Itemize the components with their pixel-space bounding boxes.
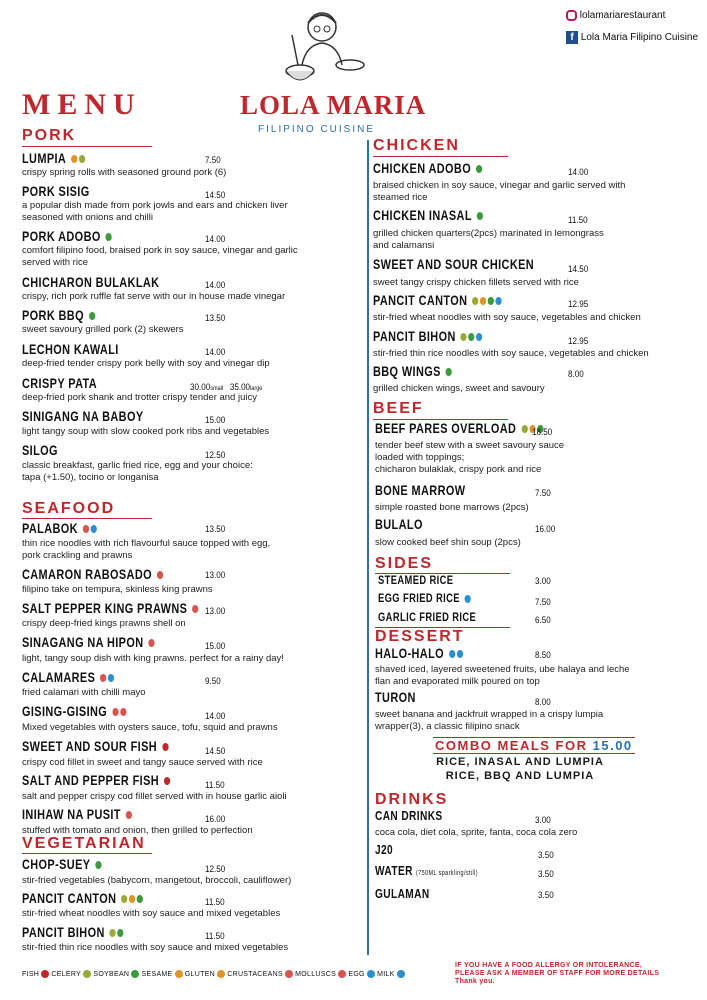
menu-item-price: 11.50 (205, 897, 225, 908)
menu-item-desc: wrapper(3), a classic filipino snack (375, 721, 520, 732)
menu-item-name: PORK SISIG (22, 183, 90, 199)
gluten-icon (480, 297, 486, 305)
menu-item-name: BONE MARROW (375, 482, 466, 498)
section-dessert-title: DESSERT (375, 628, 465, 645)
menu-item-name: GARLIC FRIED RICE (378, 610, 477, 624)
menu-item-price: 8.00 (568, 369, 584, 380)
menu-item-price: 3.00 (535, 576, 551, 587)
menu-item-name: J20 (375, 842, 394, 857)
menu-item-desc: stir-fried vegetables (babycorn, mangetout, broccoli, cauliflower) (22, 875, 292, 886)
menu-item-name: WATER (750ML sparkling/still) (375, 863, 478, 878)
menu-item-name: PANCIT CANTON (373, 292, 502, 308)
allergy-notice: IF YOU HAVE A FOOD ALLERGY OR INTOLERANCE, PLEASE ASK A MEMBER OF STAFF FOR MORE DETAILS Thank you. (455, 962, 660, 985)
menu-item-price: 9.50 (205, 676, 221, 687)
menu-item-desc: chicharon bulaklak, crispy pork and rice (375, 464, 542, 475)
menu-item-price: 14.00 (205, 711, 226, 722)
menu-item-desc: light tangy soup with slow cooked pork ribs and vegetables (22, 426, 270, 437)
section-vegetarian-title: VEGETARIAN (22, 835, 146, 852)
brand-name: LOLA MARIA (240, 90, 427, 120)
menu-item-desc: stir-fried thin rice noodles with soy sauce, vegetables and chicken (373, 348, 649, 359)
menu-item-desc: a popular dish made from pork jowls and ears and chicken liver (22, 200, 288, 211)
menu-item-name: PALABOK (22, 520, 97, 536)
menu-item-desc: crispy, rich pork ruffle fat serve with our in house made vinegar (22, 291, 286, 302)
menu-item-name: CHICKEN ADOBO (373, 160, 482, 176)
soybean-icon (131, 970, 139, 978)
menu-item-price: 13.50 (205, 524, 226, 535)
menu-item-price: 7.50 (205, 155, 221, 166)
menu-item-desc: and calamansi (373, 240, 435, 251)
menu-item-price: 14.00 (568, 167, 589, 178)
sesame-icon (469, 333, 475, 341)
menu-item-desc: crispy cod fillet in sweet and tangy sauce served with rice (22, 757, 263, 768)
celery-icon (83, 970, 91, 978)
menu-item-name: BBQ WINGS (373, 363, 452, 379)
menu-item-name: CHICHARON BULAKLAK (22, 274, 160, 290)
menu-item-name: BEEF PARES OVERLOAD (375, 420, 543, 436)
fish-icon (41, 970, 49, 978)
soybean-icon (521, 425, 527, 433)
menu-item-desc: stir-fried wheat noodles with soy sauce, vegetables and chicken (373, 312, 641, 323)
menu-item-desc: seasoned with onions and chilli (22, 212, 153, 223)
grandmother-cook-illustration (272, 5, 368, 91)
menu-item-name: PANCIT CANTON (22, 890, 143, 906)
section-divider (373, 156, 508, 157)
section-drinks-title: DRINKS (375, 791, 449, 808)
soybean-icon (121, 895, 127, 903)
menu-item-desc: light, tangy soup dish with king prawns. perfect for a rainy day! (22, 653, 284, 664)
menu-item-desc: thin rice noodles with rich flavourful sauce topped with egg, (22, 538, 271, 549)
egg-icon (464, 595, 470, 603)
menu-item-price: 8.00 (535, 697, 551, 708)
sesame-icon (488, 297, 494, 305)
menu-item-desc: pork crackling and prawns (22, 550, 133, 561)
menu-item-name: INIHAW NA PUSIT (22, 806, 132, 822)
egg-icon (367, 970, 375, 978)
sesame-icon (95, 861, 101, 869)
menu-item-name: SINIGANG NA BABOY (22, 408, 144, 424)
menu-item-name: STEAMED RICE (378, 573, 454, 587)
menu-item-name: CRISPY PATA (22, 375, 98, 391)
molluscs-icon (120, 708, 126, 716)
soybean-icon (79, 155, 85, 163)
menu-item-name: CALAMARES (22, 669, 114, 685)
menu-item-name: SALT AND PEPPER FISH (22, 772, 170, 788)
sesame-icon (476, 165, 482, 173)
menu-item-price: 11.50 (205, 931, 225, 942)
crustaceans-icon (112, 708, 118, 716)
gluten-icon (129, 895, 135, 903)
instagram-handle[interactable]: lolamariarestaurant (566, 10, 665, 21)
menu-item-name: TURON (375, 689, 416, 705)
section-sides-title: SIDES (375, 555, 434, 572)
menu-item-price: 13.50 (205, 313, 226, 324)
menu-item-desc: simple roasted bone marrows (2pcs) (375, 502, 529, 513)
menu-item-price: 7.50 (535, 488, 551, 499)
gluten-icon (217, 970, 225, 978)
menu-item-desc: sweet tangy crispy chicken fillets served with rice (373, 277, 579, 288)
sesame-icon (89, 312, 95, 320)
menu-item-price: 18.50 (532, 427, 553, 438)
menu-item-price: 11.50 (568, 215, 588, 226)
instagram-icon (566, 10, 577, 21)
gluten-icon (71, 155, 77, 163)
egg-icon (449, 650, 455, 658)
menu-item-name: CHICKEN INASAL (373, 207, 483, 223)
menu-item-price: 8.50 (535, 650, 551, 661)
menu-item-price: 13.00 (205, 606, 226, 617)
menu-item-price: 14.00 (205, 347, 226, 358)
sesame-icon (106, 233, 112, 241)
crustaceans-icon (83, 525, 89, 533)
menu-item-price: 14.00 (205, 280, 226, 291)
fish-icon (164, 777, 170, 785)
molluscs-icon (100, 674, 106, 682)
facebook-page[interactable]: f Lola Maria Filipino Cuisine (566, 31, 698, 44)
egg-icon (476, 333, 482, 341)
combo-title: COMBO MEALS FOR 15.00 (435, 738, 633, 753)
menu-item-desc: stuffed with tomato and onion, then grilled to perfection (22, 825, 253, 836)
milk-icon (397, 970, 405, 978)
menu-item-price: 14.00 (205, 234, 226, 245)
menu-item-price: 12.95 (568, 299, 589, 310)
egg-icon (496, 297, 502, 305)
menu-item-price: 3.50 (538, 869, 554, 880)
menu-item-name: SWEET AND SOUR CHICKEN (373, 256, 535, 272)
menu-item-name: PORK BBQ (22, 307, 95, 323)
menu-item-name: HALO-HALO (375, 645, 463, 661)
menu-item-price: 12.50 (205, 864, 226, 875)
menu-item-desc: salt and pepper crispy cod fillet served with in house garlic aioli (22, 791, 287, 802)
menu-item-desc: tender beef stew with a sweet savoury sauce (375, 440, 565, 451)
soybean-icon (110, 929, 116, 937)
menu-item-price: 12.95 (568, 336, 589, 347)
menu-item-desc: tapa (+1.50), tocino or longanisa (22, 472, 159, 483)
egg-icon (91, 525, 97, 533)
menu-item-price: 3.50 (538, 850, 554, 861)
crustaceans-icon (285, 970, 293, 978)
column-divider (367, 140, 369, 955)
menu-item-name: PANCIT BIHON (373, 328, 483, 344)
allergen-legend: FISH CELERY SOYBEAN SESAME GLUTEN CRUSTACEANS MOLLUSCS EGG MILK (22, 970, 405, 978)
menu-item-desc: flan and evaporated milk poured on top (375, 676, 540, 687)
menu-item-name: PANCIT BIHON (22, 924, 124, 940)
milk-icon (457, 650, 463, 658)
menu-item-price: 16.00 (535, 524, 556, 535)
fish-icon (162, 743, 168, 751)
section-chicken-title: CHICKEN (373, 137, 460, 154)
molluscs-icon (126, 811, 132, 819)
sesame-icon (477, 212, 483, 220)
menu-item-name: BULALO (375, 516, 423, 532)
crustaceans-icon (148, 639, 154, 647)
menu-item-price: 14.50 (205, 190, 226, 201)
menu-item-name: SALT PEPPER KING PRAWNS (22, 600, 199, 616)
molluscs-icon (338, 970, 346, 978)
section-pork-title: PORK (22, 127, 77, 144)
menu-item-desc: crispy spring rolls with seasoned ground pork (6) (22, 167, 227, 178)
menu-item-name: GISING-GISING (22, 703, 126, 719)
menu-item-price: 11.50 (205, 780, 225, 791)
menu-item-name: SILOG (22, 442, 58, 458)
menu-item-name: CHOP-SUEY (22, 856, 101, 872)
menu-item-name: PORK ADOBO (22, 228, 112, 244)
soybean-icon (461, 333, 467, 341)
section-divider (22, 853, 152, 854)
menu-item-desc: sweet savoury grilled pork (2) skewers (22, 324, 184, 335)
menu-item-desc: comfort filipino food, braised pork in soy sauce, vinegar and garlic (22, 245, 298, 256)
menu-item-price: 7.50 (535, 597, 551, 608)
section-seafood-title: SEAFOOD (22, 500, 116, 517)
menu-item-name: CAN DRINKS (375, 808, 443, 823)
section-divider (22, 146, 152, 147)
menu-title: MENU (22, 88, 142, 121)
section-divider (22, 518, 152, 519)
menu-item-desc: stir-fried wheat noodles with soy sauce and mixed vegetables (22, 908, 281, 919)
menu-item-name: LUMPIA (22, 150, 85, 166)
menu-item-desc: sweet banana and jackfruit wrapped in a crispy lumpia (375, 709, 604, 720)
section-beef-title: BEEF (373, 400, 424, 417)
menu-item-desc: served with rice (22, 257, 88, 268)
menu-item-desc: classic breakfast, garlic fried rice, egg and your choice: (22, 460, 253, 471)
menu-item-name: GULAMAN (375, 886, 430, 901)
soybean-icon (472, 297, 478, 305)
sesame-icon (446, 368, 452, 376)
menu-item-price: 3.00 (535, 815, 551, 826)
menu-item-desc: Mixed vegetables with oysters sauce, tofu, squid and prawns (22, 722, 278, 733)
menu-item-desc: steamed rice (373, 192, 428, 203)
menu-item-name: SINAGANG NA HIPON (22, 634, 155, 650)
menu-item-desc: crispy deep-fried kings prawns shell on (22, 618, 186, 629)
menu-item-desc: braised chicken in soy sauce, vinegar and garlic served with (373, 180, 626, 191)
combo-option: RICE, INASAL AND LUMPIA (436, 756, 604, 768)
menu-item-name: SWEET AND SOUR FISH (22, 738, 168, 754)
sesame-icon (118, 929, 124, 937)
crustaceans-icon (157, 571, 163, 579)
menu-item-name: EGG FRIED RICE (378, 591, 471, 605)
egg-icon (108, 674, 114, 682)
menu-item-desc: coca cola, diet cola, sprite, fanta, coca cola zero (375, 827, 578, 838)
menu-item-price: 3.50 (538, 890, 554, 901)
menu-item-price: 15.00 (205, 415, 226, 426)
menu-item-desc: deep-fried pork shank and trotter crispy tender and juicy (22, 392, 257, 403)
menu-item-price: 30.00small 35.00large (190, 382, 263, 393)
combo-option: RICE, BBQ AND LUMPIA (445, 770, 595, 782)
menu-item-desc: grilled chicken wings, sweet and savoury (373, 383, 545, 394)
menu-item-price: 14.50 (568, 264, 589, 275)
menu-item-price: 12.50 (205, 450, 226, 461)
menu-item-desc: loaded with toppings; (375, 452, 465, 463)
menu-item-price: 14.50 (205, 746, 226, 757)
menu-item-price: 13.00 (205, 570, 226, 581)
menu-item-price: 16.00 (205, 814, 226, 825)
brand-subtitle: FILIPINO CUISINE (258, 124, 376, 135)
menu-item-desc: stir-fried thin rice noodles with soy sauce and mixed vegetables (22, 942, 289, 953)
menu-item-desc: shaved iced, layered sweetened fruits, ube halaya and leche (375, 664, 630, 675)
menu-item-name: CAMARON RABOSADO (22, 566, 163, 582)
menu-item-price: 6.50 (535, 615, 551, 626)
menu-item-name: LECHON KAWALI (22, 341, 119, 357)
menu-item-desc: deep-fried tender crispy pork belly with soy and vinegar dip (22, 358, 270, 369)
menu-item-price: 15.00 (205, 641, 226, 652)
combo-price: 15.00 (592, 738, 633, 753)
facebook-icon: f (566, 31, 578, 44)
sesame-icon (175, 970, 183, 978)
menu-item-desc: slow cooked beef shin soup (2pcs) (375, 537, 521, 548)
menu-item-desc: filipino take on tempura, skinless king prawns (22, 584, 213, 595)
crustaceans-icon (192, 605, 198, 613)
menu-item-desc: grilled chicken quarters(2pcs) marinated in lemongrass (373, 228, 604, 239)
menu-item-desc: fried calamari with chilli mayo (22, 687, 146, 698)
sesame-icon (137, 895, 143, 903)
